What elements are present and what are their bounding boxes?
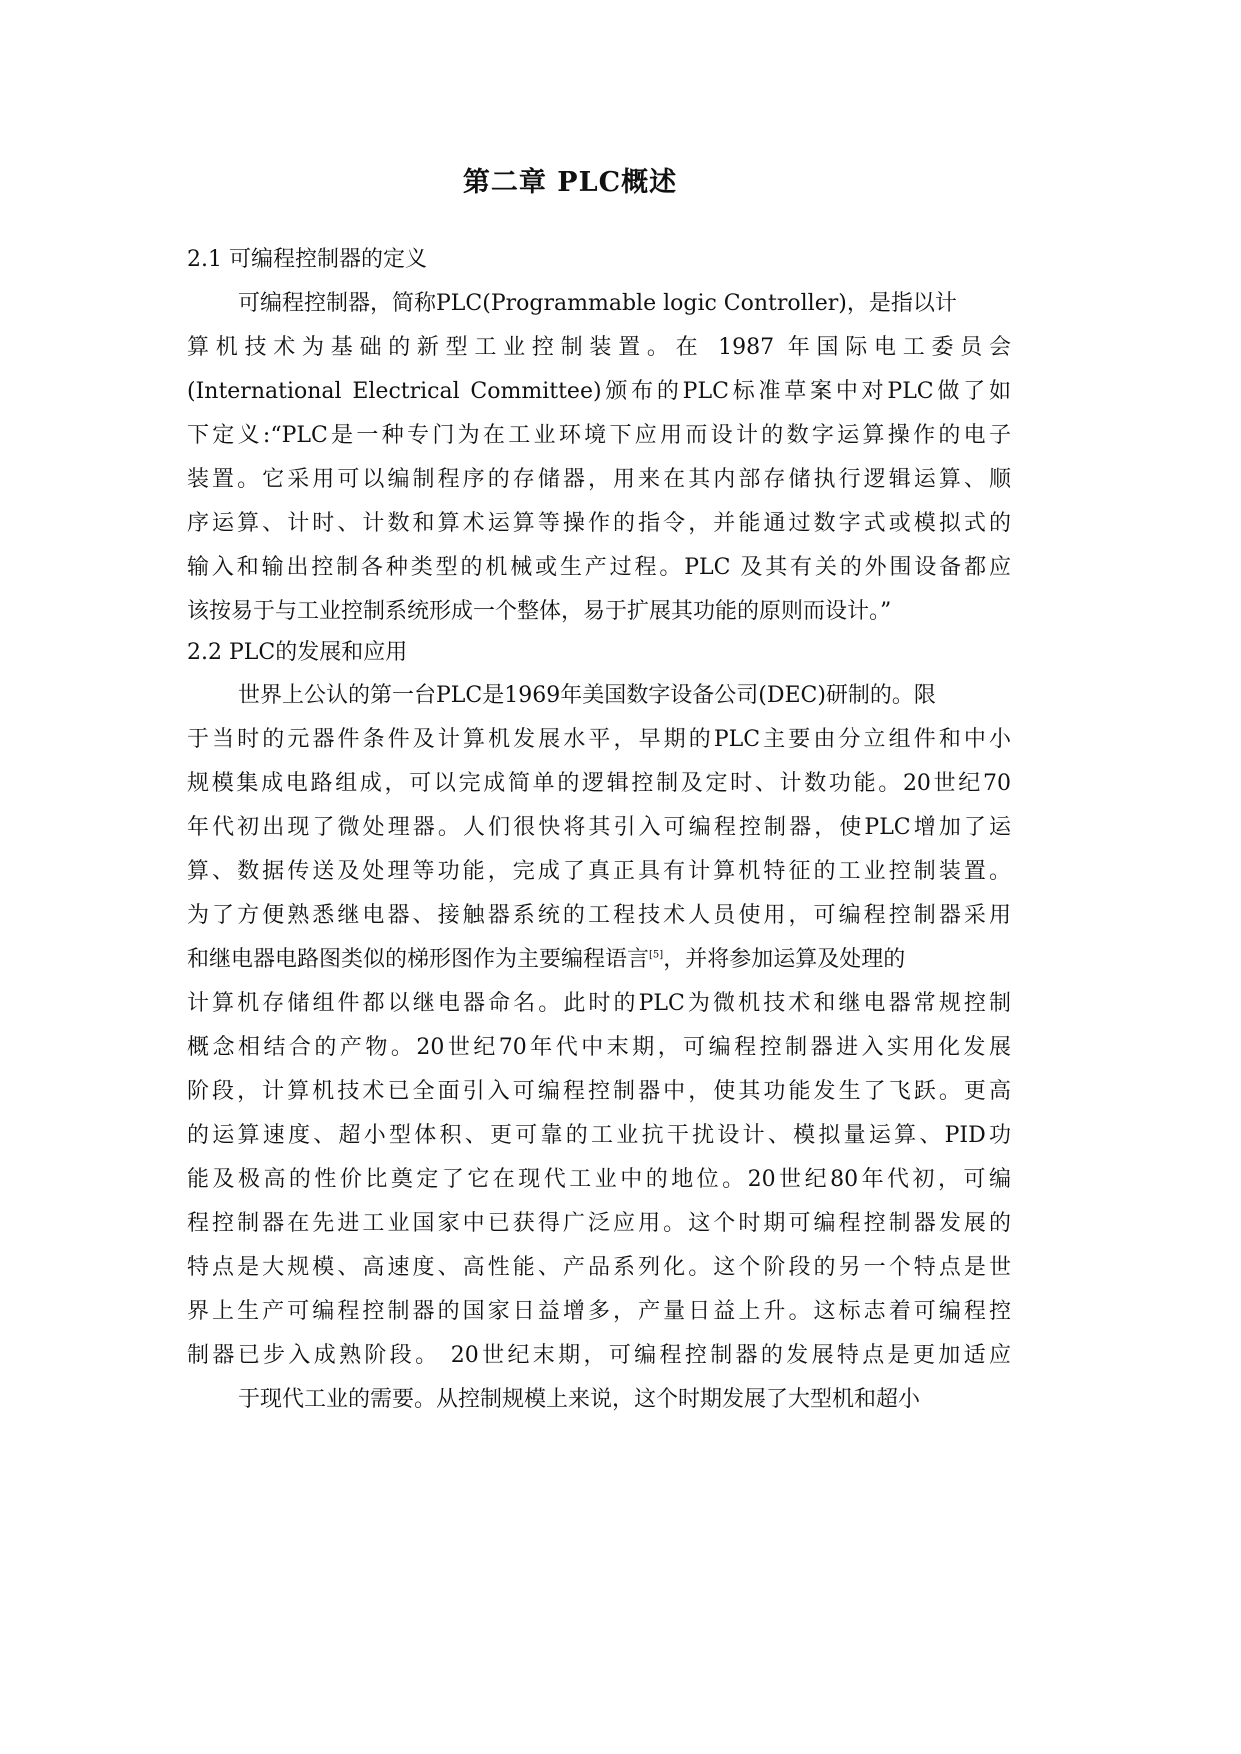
paragraph-line: 输入和输出控制各种类型的机械或生产过程。PLC 及其有关的外围设备都应 <box>187 555 1011 580</box>
section-heading-2-1: 2.1 可编程控制器的定义 <box>187 247 427 272</box>
paragraph-line: 算、数据传送及处理等功能，完成了真正具有计算机特征的工业控制装置。 <box>187 859 1011 884</box>
paragraph-line: 界上生产可编程控制器的国家日益增多，产量日益上升。这标志着可编程控 <box>187 1299 1011 1324</box>
paragraph-line: 概念相结合的产物。20世纪70年代中末期，可编程控制器进入实用化发展 <box>187 1035 1011 1060</box>
chapter-title: 第二章 PLC概述 <box>462 167 678 198</box>
paragraph-line: (International Electrical Committee)颁布的PLC标准草案中对PLC做了如 <box>187 379 1011 404</box>
paragraph-line: 世界上公认的第一台PLC是1969年美国数字设备公司(DEC)研制的。限 <box>238 683 936 708</box>
paragraph-line: 计算机存储组件都以继电器命名。此时的PLC为微机技术和继电器常规控制 <box>187 991 1011 1016</box>
paragraph-line: 装置。它采用可以编制程序的存储器，用来在其内部存储执行逻辑运算、顺 <box>187 467 1011 492</box>
section-heading-2-2: 2.2 PLC的发展和应用 <box>187 640 408 665</box>
paragraph-line: 特点是大规模、高速度、高性能、产品系列化。这个阶段的另一个特点是世 <box>187 1255 1011 1280</box>
paragraph-line: 为了方便熟悉继电器、接触器系统的工程技术人员使用，可编程控制器采用 <box>187 903 1011 928</box>
citation-marker: [5] <box>649 949 664 961</box>
paragraph-line: 制器已步入成熟阶段。 20世纪末期，可编程控制器的发展特点是更加适应 <box>187 1343 1011 1368</box>
paragraph-line: 规模集成电路组成，可以完成简单的逻辑控制及定时、计数功能。20世纪70 <box>187 771 1011 796</box>
paragraph-line: 能及极高的性价比奠定了它在现代工业中的地位。20世纪80年代初，可编 <box>187 1167 1011 1192</box>
paragraph-line: 阶段，计算机技术已全面引入可编程控制器中，使其功能发生了飞跃。更高 <box>187 1079 1011 1104</box>
paragraph-line: 于现代工业的需要。从控制规模上来说，这个时期发展了大型机和超小 <box>238 1387 921 1412</box>
paragraph-line: 于当时的元器件条件及计算机发展水平，早期的PLC主要由分立组件和中小 <box>187 727 1011 752</box>
paragraph-line: 可编程控制器，简称PLC(Programmable logic Controller)，是指以计 <box>238 291 957 316</box>
paragraph-text: ，并将参加运算及处理的 <box>663 947 906 972</box>
paragraph-text: 和继电器电路图类似的梯形图作为主要编程语言 <box>187 947 650 972</box>
paragraph-line: 序运算、计时、计数和算术运算等操作的指令，并能通过数字式或模拟式的 <box>187 511 1011 536</box>
paragraph-line: 年代初出现了微处理器。人们很快将其引入可编程控制器，使PLC增加了运 <box>187 815 1011 840</box>
paragraph-line: 下定义:“PLC是一种专门为在工业环境下应用而设计的数字运算操作的电子 <box>187 423 1011 448</box>
paragraph-line: 算机技术为基础的新型工业控制装置。在 1987 年国际电工委员会 <box>187 335 1011 360</box>
paragraph-line: 的运算速度、超小型体积、更可靠的工业抗干扰设计、模拟量运算、PID功 <box>187 1123 1011 1148</box>
paragraph-line-with-citation <box>187 945 905 975</box>
paragraph-line: 程控制器在先进工业国家中已获得广泛应用。这个时期可编程控制器发展的 <box>187 1211 1011 1236</box>
paragraph-line: 该按易于与工业控制系统形成一个整体，易于扩展其功能的原则而设计。” <box>187 599 892 624</box>
